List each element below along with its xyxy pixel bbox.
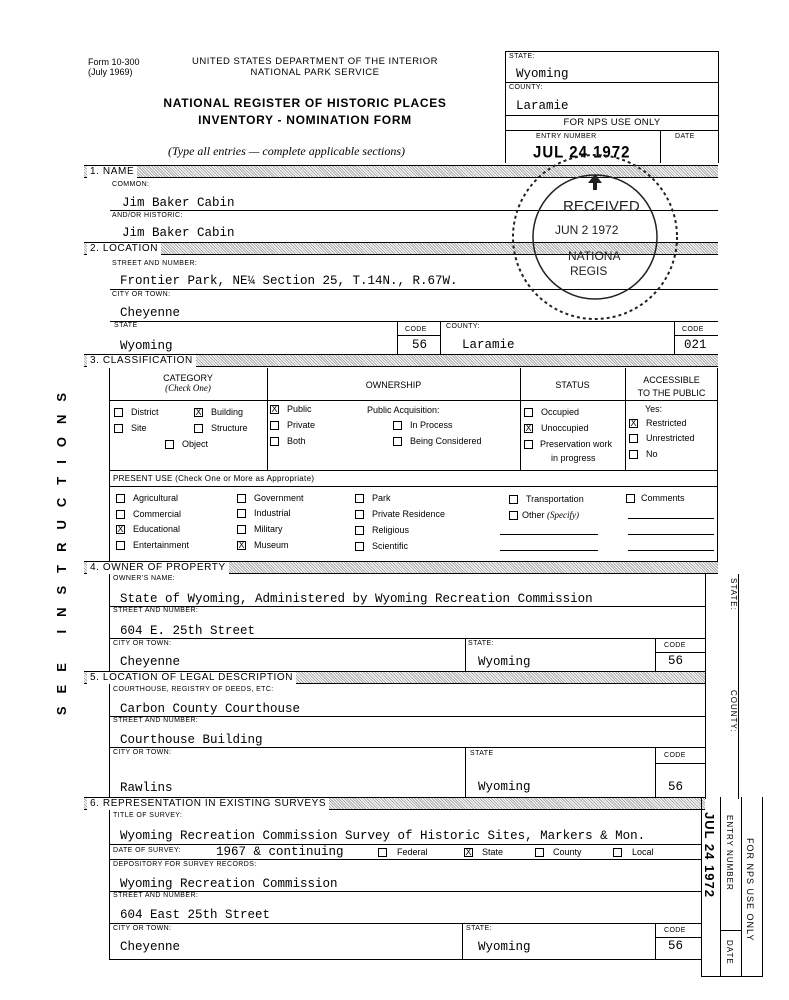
option-no: No	[646, 449, 658, 459]
legal-state: Wyoming	[478, 780, 531, 794]
survey-county: County	[553, 847, 582, 857]
instructions-note: (Type all entries — complete applicable sections)	[168, 144, 406, 158]
side-state-label: STATE:	[729, 578, 738, 611]
checkbox-occupied[interactable]	[524, 408, 533, 417]
courthouse-label: COURTHOUSE, REGISTRY OF DEEDS, ETC:	[113, 686, 274, 693]
option-restricted: Restricted	[646, 418, 687, 428]
option-in-process: In Process	[410, 420, 453, 430]
section-6-band	[84, 797, 705, 810]
option-object: Object	[182, 439, 209, 449]
checkbox-both[interactable]	[270, 437, 279, 446]
checkbox-structure[interactable]	[194, 424, 203, 433]
survey-date-label: DATE OF SURVEY:	[113, 847, 181, 854]
check-one-label: (Check One)	[165, 383, 211, 393]
historic-label: AND/OR HISTORIC:	[112, 212, 183, 219]
checkbox-public[interactable]: X	[271, 404, 278, 414]
status-header: STATUS	[555, 380, 590, 390]
checkbox-unoccupied[interactable]: X	[525, 423, 532, 433]
owner-state-label: STATE:	[468, 640, 494, 647]
form-no: Form 10-300	[88, 57, 140, 67]
section-2-title: 2. LOCATION	[87, 243, 161, 255]
location-county: Laramie	[462, 338, 515, 352]
stamp-received: RECEIVED	[563, 198, 640, 215]
owner-street-label: STREET AND NUMBER:	[113, 607, 199, 614]
stamp-register: REGIS	[570, 264, 608, 278]
checkbox-private-residence[interactable]	[355, 510, 364, 519]
use-educational: Educational	[133, 524, 181, 534]
checkbox-county[interactable]	[535, 848, 544, 857]
checkbox-other[interactable]	[509, 511, 518, 520]
location-code-label: CODE	[405, 326, 427, 333]
use-other	[522, 510, 579, 520]
section-4-title: 4. OWNER OF PROPERTY	[87, 562, 229, 574]
use-other-label: Other	[522, 510, 545, 520]
use-entertainment: Entertainment	[133, 540, 190, 550]
statebox-state-label: STATE:	[509, 53, 535, 60]
legal-street: Courthouse Building	[120, 733, 263, 747]
title-line-1: NATIONAL REGISTER OF HISTORIC PLACES	[163, 96, 447, 110]
agency	[170, 56, 460, 78]
survey-code-label: CODE	[664, 927, 686, 934]
checkbox-private[interactable]	[270, 421, 279, 430]
checkbox-scientific[interactable]	[355, 542, 364, 551]
survey-state: State	[482, 847, 504, 857]
accessible-label-2: TO THE PUBLIC	[637, 388, 706, 398]
location-code: 56	[412, 338, 428, 352]
owner-city-label: CITY OR TOWN:	[113, 640, 172, 647]
owner-city: Cheyenne	[120, 655, 181, 669]
owner-box	[109, 574, 705, 672]
option-being-considered: Being Considered	[410, 436, 482, 446]
accessible-header	[625, 374, 718, 400]
side-county-label: COUNTY:	[729, 690, 738, 733]
side-date: DATE	[725, 940, 734, 965]
side-entry-number: ENTRY NUMBER	[725, 815, 734, 891]
checkbox-being-considered[interactable]	[393, 437, 402, 446]
legal-code-label: CODE	[664, 752, 686, 759]
accessible-label-1: ACCESSIBLE	[643, 375, 700, 385]
location-state: Wyoming	[120, 339, 173, 353]
checkbox-no[interactable]	[629, 450, 638, 459]
legal-state-label: STATE	[470, 750, 494, 757]
location-city-label: CITY OR TOWN:	[112, 291, 171, 298]
survey-local: Local	[632, 847, 654, 857]
option-district: District	[131, 407, 159, 417]
statebox-entry-label: ENTRY NUMBER	[536, 133, 597, 140]
option-both: Both	[287, 436, 306, 446]
option-occupied: Occupied	[541, 407, 580, 417]
survey-state-label: STATE:	[466, 925, 492, 932]
legal-city-label: CITY OR TOWN:	[113, 749, 172, 756]
use-industrial: Industrial	[254, 508, 291, 518]
option-unoccupied: Unoccupied	[541, 423, 589, 433]
checkbox-unrestricted[interactable]	[629, 434, 638, 443]
depository-label: DEPOSITORY FOR SURVEY RECORDS:	[113, 861, 257, 868]
checkbox-museum[interactable]: X	[238, 540, 245, 550]
option-preservation-2: in progress	[551, 453, 596, 463]
owner-code-label: CODE	[664, 642, 686, 649]
checkbox-agricultural[interactable]	[116, 494, 125, 503]
survey-code: 56	[668, 939, 684, 953]
survey-street-label: STREET AND NUMBER:	[113, 892, 199, 899]
form-date: (July 1969)	[88, 67, 133, 77]
use-transportation: Transportation	[526, 494, 584, 504]
section-4-band	[84, 561, 718, 574]
common-label: COMMON:	[112, 181, 150, 188]
legal-code: 56	[668, 780, 684, 794]
section-1-title: 1. NAME	[87, 166, 137, 178]
survey-title-label: TITLE OF SURVEY:	[113, 812, 183, 819]
use-comments: Comments	[641, 493, 685, 503]
section-3-title: 3. CLASSIFICATION	[87, 355, 196, 367]
title-line-2: INVENTORY - NOMINATION FORM	[198, 113, 412, 127]
location-city: Cheyenne	[120, 306, 181, 320]
checkbox-commercial[interactable]	[116, 510, 125, 519]
checkbox-object[interactable]	[165, 440, 174, 449]
checkbox-federal[interactable]	[378, 848, 387, 857]
use-private-residence: Private Residence	[372, 509, 446, 519]
stamp-national: NATIONA	[568, 249, 621, 263]
checkbox-entertainment[interactable]	[116, 541, 125, 550]
location-street: Frontier Park, NE¼ Section 25, T.14N., R.67W.	[120, 274, 458, 288]
option-private: Private	[287, 420, 316, 430]
statebox-county: Laramie	[516, 99, 569, 113]
stamp-arrow-icon	[588, 174, 602, 190]
use-agricultural: Agricultural	[133, 493, 179, 503]
option-site: Site	[131, 423, 147, 433]
option-unrestricted: Unrestricted	[646, 433, 695, 443]
location-county-label: COUNTY:	[446, 323, 480, 330]
category-header	[109, 373, 267, 393]
checkbox-park[interactable]	[355, 494, 364, 503]
checkbox-transportation[interactable]	[509, 495, 518, 504]
checkbox-government[interactable]	[237, 494, 246, 503]
side-entry-stamp: JUL 24 1972	[702, 812, 717, 898]
checkbox-district[interactable]	[114, 408, 123, 417]
statebox-date-label: DATE	[675, 133, 695, 140]
checkbox-military[interactable]	[237, 525, 246, 534]
use-military: Military	[254, 524, 283, 534]
county-code: 021	[684, 338, 707, 352]
ownership-header: OWNERSHIP	[365, 380, 422, 390]
checkbox-comments[interactable]	[626, 494, 635, 503]
location-state-label: STATE	[114, 322, 138, 329]
depository: Wyoming Recreation Commission	[120, 877, 338, 891]
received-stamp	[508, 150, 683, 325]
checkbox-industrial[interactable]	[237, 509, 246, 518]
statebox-county-label: COUNTY:	[509, 84, 543, 91]
service-name: NATIONAL PARK SERVICE	[250, 67, 380, 78]
survey-federal: Federal	[397, 847, 428, 857]
checkbox-local[interactable]	[613, 848, 622, 857]
statebox-nps-only: FOR NPS USE ONLY	[563, 117, 661, 128]
category-label: CATEGORY	[163, 373, 213, 383]
checkbox-restricted[interactable]: X	[630, 418, 637, 428]
public-acquisition-label: Public Acquisition:	[367, 405, 440, 415]
checkbox-in-process[interactable]	[393, 421, 402, 430]
use-religious: Religious	[372, 525, 410, 535]
checkbox-educational[interactable]: X	[117, 524, 124, 534]
owner-name-label: OWNER'S NAME:	[113, 575, 176, 582]
option-public: Public	[287, 404, 312, 414]
option-building: Building	[211, 407, 244, 417]
use-government: Government	[254, 493, 304, 503]
use-commercial: Commercial	[133, 509, 182, 519]
use-park: Park	[372, 493, 391, 503]
survey-date: 1967 & continuing	[216, 845, 344, 859]
survey-city: Cheyenne	[120, 940, 181, 954]
statebox-entry-stamp: JUL 24 1972	[533, 143, 631, 162]
survey-street: 604 East 25th Street	[120, 908, 271, 922]
county-code-label: CODE	[682, 326, 704, 333]
owner-code: 56	[668, 654, 684, 668]
use-other-specify: (Specify)	[547, 510, 580, 520]
checkbox-building[interactable]: X	[195, 407, 202, 417]
use-museum: Museum	[254, 540, 289, 550]
owner-state: Wyoming	[478, 655, 531, 669]
checkbox-site[interactable]	[114, 424, 123, 433]
form-number	[88, 57, 140, 77]
owner-name: State of Wyoming, Administered by Wyoming Recreation Commission	[120, 592, 593, 606]
option-structure: Structure	[211, 423, 248, 433]
checkbox-religious[interactable]	[355, 526, 364, 535]
checkbox-preservation[interactable]	[524, 440, 533, 449]
section-5-band	[84, 671, 705, 684]
form-title	[150, 95, 460, 129]
legal-street-label: STREET AND NUMBER:	[113, 717, 199, 724]
stamp-date: JUN 2 1972	[555, 223, 619, 237]
survey-state-value: Wyoming	[478, 940, 531, 954]
survey-city-label: CITY OR TOWN:	[113, 925, 172, 932]
section-6-title: 6. REPRESENTATION IN EXISTING SURVEYS	[87, 798, 329, 810]
historic-name: Jim Baker Cabin	[122, 226, 235, 240]
statebox-state: Wyoming	[516, 67, 569, 81]
present-use-label: PRESENT USE (Check One or More as Appropriate)	[113, 474, 315, 483]
courthouse: Carbon County Courthouse	[120, 702, 301, 716]
section-5-title: 5. LOCATION OF LEGAL DESCRIPTION	[87, 672, 296, 684]
checkbox-state[interactable]: X	[465, 847, 472, 857]
dept-name: UNITED STATES DEPARTMENT OF THE INTERIOR	[192, 56, 438, 67]
side-nps-only: FOR NPS USE ONLY	[745, 838, 755, 942]
owner-street: 604 E. 25th Street	[120, 624, 256, 638]
legal-city: Rawlins	[120, 781, 173, 795]
use-scientific: Scientific	[372, 541, 409, 551]
accessible-yes-label: Yes:	[645, 404, 663, 414]
option-preservation-1: Preservation work	[540, 439, 613, 449]
stamp-inner-ring	[533, 175, 657, 299]
see-instructions: SEE INSTRUCTIONS	[54, 380, 69, 716]
survey-title: Wyoming Recreation Commission Survey of Historic Sites, Markers & Mon.	[120, 829, 646, 843]
section-3-band	[84, 354, 718, 367]
common-name: Jim Baker Cabin	[122, 196, 235, 210]
location-street-label: STREET AND NUMBER:	[112, 260, 198, 267]
